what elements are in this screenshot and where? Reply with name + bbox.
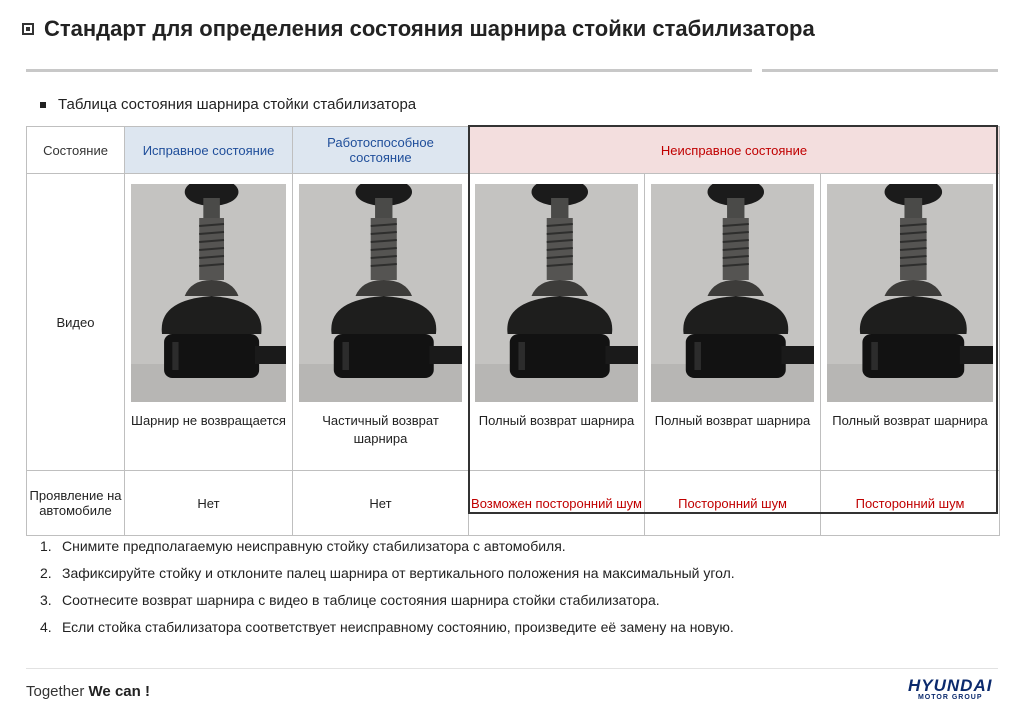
table-subtitle: Таблица состояния шарнира стойки стабилизатора [58, 96, 417, 113]
video-cell-3 [469, 174, 645, 471]
ball-joint-video-thumbnail[interactable] [827, 184, 993, 402]
step-text: Если стойка стабилизатора соответствует неисправному состоянию, произведите её замену на новую. [62, 619, 734, 635]
title-rule-right [762, 69, 998, 72]
title-rule-left [26, 69, 752, 72]
step-text: Соотнесите возврат шарнира с видео в таблице состояния шарнира стойки стабилизатора. [62, 592, 660, 608]
video-cell-4 [645, 174, 821, 471]
list-item [40, 565, 735, 592]
page-title-row [22, 16, 815, 42]
video-caption: Полный возврат шарнира [654, 413, 811, 428]
step-text: Снимите предполагаемую неисправную стойку стабилизатора с автомобиля. [62, 538, 566, 554]
manifestation-cell: Возможен посторонний шум [469, 471, 645, 536]
video-caption: Частичный возврат шарнира [322, 413, 439, 446]
subtitle-row [40, 96, 416, 113]
table-header-row [27, 127, 1000, 174]
header-ok-state: Исправное состояние [125, 127, 293, 174]
manifestation-cell: Нет [293, 471, 469, 536]
video-row-label: Видео [27, 174, 125, 471]
manifestation-cell: Нет [125, 471, 293, 536]
list-item [40, 619, 735, 646]
video-cell-2 [293, 174, 469, 471]
ball-joint-video-thumbnail[interactable] [299, 184, 462, 402]
square-bullet-icon [40, 102, 46, 108]
header-state-label: Состояние [27, 127, 125, 174]
video-cell-5 [821, 174, 1000, 471]
logo-main-text: HYUNDAI [908, 676, 993, 695]
hyundai-logo [908, 676, 992, 701]
step-number: 3. [40, 592, 52, 608]
slogan-part-b: We can ! [88, 683, 150, 700]
manifestation-row-label: Проявление на автомобиле [27, 471, 125, 536]
ball-joint-video-thumbnail[interactable] [651, 184, 814, 402]
video-caption: Шарнир не возвращается [131, 413, 286, 428]
ball-joint-video-thumbnail[interactable] [475, 184, 638, 402]
video-cell-1 [125, 174, 293, 471]
header-workable-state: Работоспособное состояние [293, 127, 469, 174]
logo-sub-text: MOTOR GROUP [917, 694, 983, 701]
manifestation-cell: Посторонний шум [645, 471, 821, 536]
footer-divider [26, 668, 998, 669]
step-text: Зафиксируйте стойку и отклоните палец шарнира от вертикального положения на максимальный угол. [62, 565, 735, 581]
list-item [40, 592, 735, 619]
step-number: 2. [40, 565, 52, 581]
manifestation-row [27, 471, 1000, 536]
header-faulty-state: Неисправное состояние [469, 127, 1000, 174]
manifestation-cell: Посторонний шум [821, 471, 1000, 536]
page-title: Стандарт для определения состояния шарнира стойки стабилизатора [44, 16, 815, 41]
slogan-part-a: Together [26, 683, 89, 700]
step-number: 4. [40, 619, 52, 635]
footer-slogan [26, 683, 150, 700]
video-caption: Полный возврат шарнира [832, 413, 988, 428]
step-number: 1. [40, 538, 52, 554]
joint-state-table [26, 126, 1000, 536]
video-caption: Полный возврат шарнира [478, 413, 635, 428]
procedure-steps [40, 538, 735, 646]
video-row [27, 174, 1000, 471]
ball-joint-video-thumbnail[interactable] [131, 184, 286, 402]
square-bullet-icon [22, 23, 34, 35]
list-item [40, 538, 735, 565]
